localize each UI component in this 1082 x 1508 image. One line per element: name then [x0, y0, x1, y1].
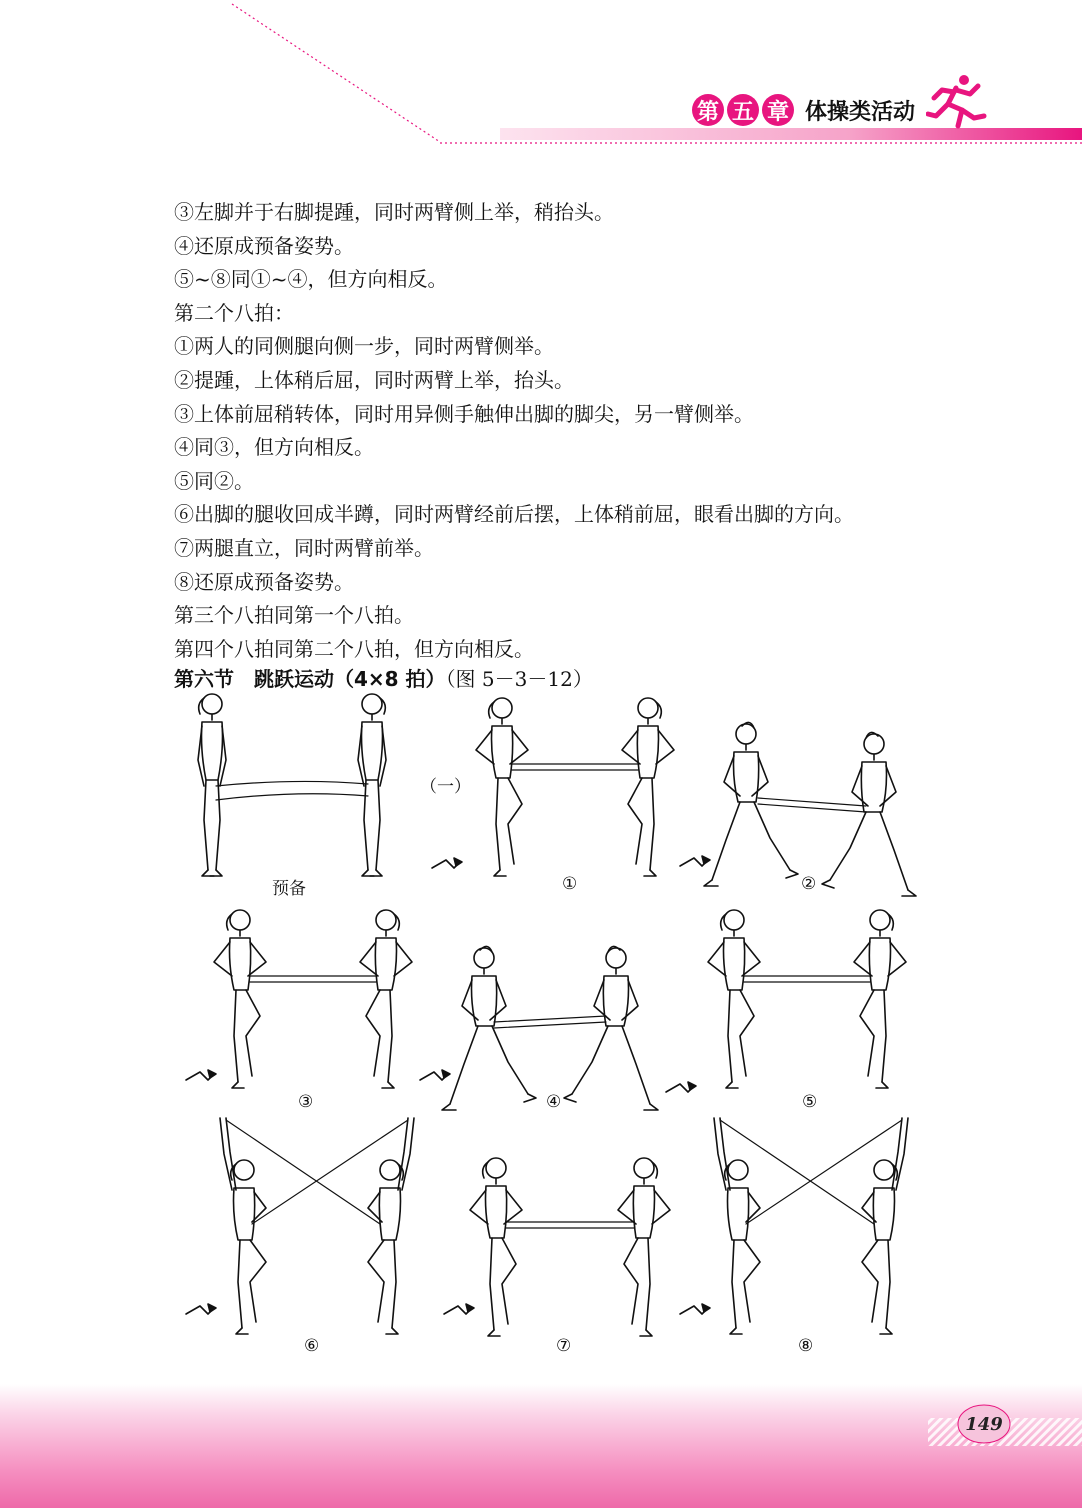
running-person-icon: [926, 72, 988, 132]
text-line: ⑦两腿直立，同时两臂前举。: [174, 535, 434, 560]
section-title: 第六节 跳跃运动（4×8 拍）: [174, 667, 446, 691]
text-line: ⑤~⑧同①~④，但方向相反。: [174, 267, 448, 292]
text-line: ⑧还原成预备姿势。: [174, 569, 354, 594]
text-line: ①两人的同侧腿向侧一步，同时两臂侧举。: [174, 334, 554, 359]
figure-caption: 预备: [272, 879, 306, 899]
chapter-char: 五: [727, 94, 759, 126]
figure-caption: ⑥: [304, 1336, 320, 1356]
figure-caption: ②: [801, 874, 817, 894]
text-line: ⑥出脚的腿收回成半蹲，同时两臂经前后摆，上体稍前屈，眼看出脚的方向。: [174, 502, 854, 527]
instruction-text: [174, 196, 954, 666]
text-line: 第二个八拍：: [174, 300, 294, 325]
header-decoration: [0, 0, 1082, 160]
text-line: ②提踵，上体稍后屈，同时两臂上举，抬头。: [174, 367, 574, 392]
text-line: ④同③，但方向相反。: [174, 435, 374, 460]
figure-caption: ⑤: [802, 1092, 818, 1112]
text-line: ④还原成预备姿势。: [174, 233, 354, 258]
text-line: 第三个八拍同第一个八拍。: [174, 603, 414, 628]
figure-caption: ⑧: [798, 1336, 814, 1356]
chapter-heading: [692, 92, 915, 128]
footer-band: [0, 1384, 1082, 1508]
text-line: ③上体前屈稍转体，同时用异侧手触伸出脚的脚尖，另一臂侧举。: [174, 401, 754, 426]
chapter-char: 章: [762, 94, 794, 126]
text-line: ③左脚并于右脚提踵，同时两臂侧上举，稍抬头。: [174, 200, 614, 224]
chapter-char: 第: [692, 94, 724, 126]
page-number: 149: [965, 1413, 1003, 1435]
figure-reference: （图 5－3－12）: [445, 667, 593, 691]
figure-caption: ④: [546, 1092, 562, 1112]
figure-caption: ③: [298, 1092, 314, 1112]
chapter-title: 体操类活动: [805, 99, 916, 125]
text-line: 第四个八拍同第二个八拍，但方向相反。: [174, 636, 534, 661]
figure-caption: ①: [562, 874, 578, 894]
group-label: （一）: [420, 777, 471, 797]
text-line: ⑤同②。: [174, 468, 254, 493]
exercise-illustration: [0, 690, 1082, 1370]
figure-caption: ⑦: [556, 1336, 572, 1356]
